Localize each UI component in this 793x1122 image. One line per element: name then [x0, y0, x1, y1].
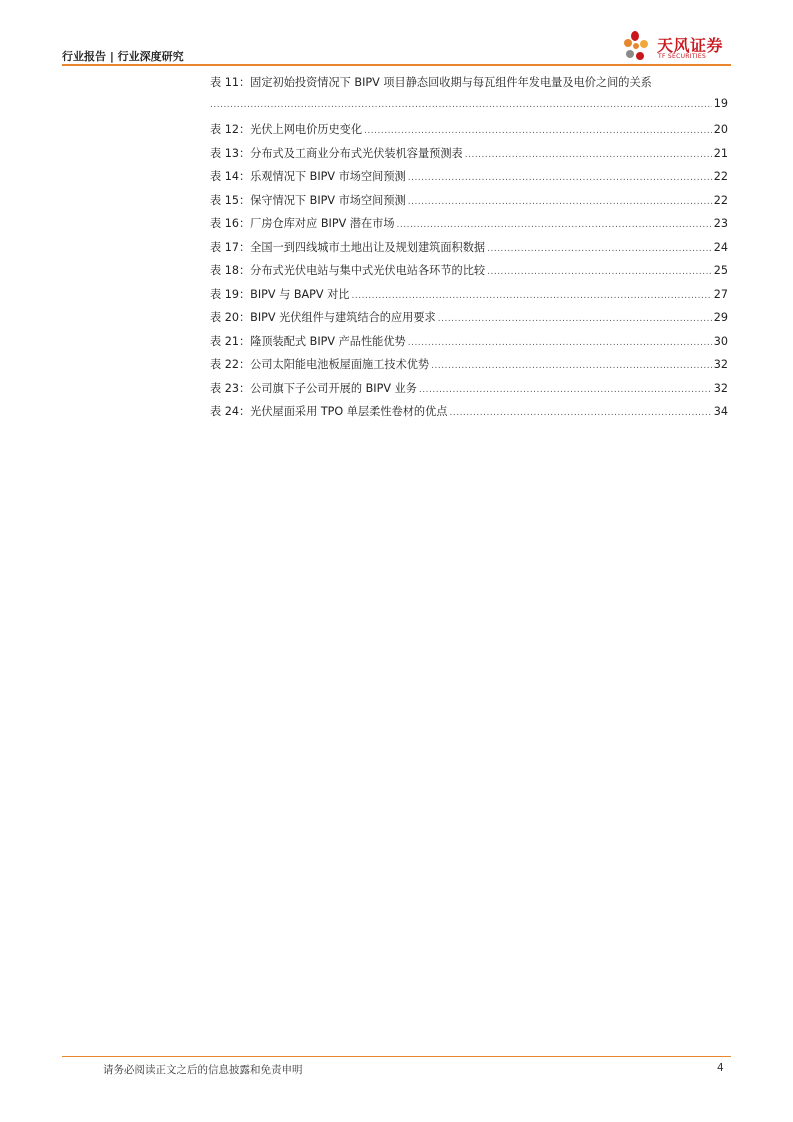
toc-item[interactable] [210, 262, 728, 286]
toc-item[interactable] [210, 239, 728, 263]
toc-item-page: 21 [713, 146, 728, 160]
toc-item-text: 表 23：公司旗下子公司开展的 BIPV 业务 [210, 381, 417, 395]
toc-leader-dots [449, 408, 711, 418]
toc-list [210, 121, 728, 427]
toc-item[interactable] [210, 380, 728, 404]
toc-item-page: 22 [713, 193, 728, 207]
toc-item-text: 表 20：BIPV 光伏组件与建筑结合的应用要求 [210, 311, 436, 324]
toc-leader-dots [465, 150, 712, 160]
toc-item-text: 表 15：保守情况下 BIPV 市场空间预测 [210, 193, 406, 207]
toc-item-page: 27 [713, 287, 728, 301]
report-category: 行业报告 | 行业深度研究 [62, 50, 184, 63]
toc-item[interactable] [210, 403, 728, 427]
toc-leader-dots [364, 126, 712, 136]
toc-item-text: 表 22：公司太阳能电池板屋面施工技术优势 [210, 358, 430, 371]
toc-item[interactable] [210, 121, 728, 145]
toc-item-page: 32 [713, 381, 728, 395]
header-divider [62, 64, 731, 66]
footer-divider [62, 1056, 731, 1057]
flower-logo-icon [622, 30, 656, 62]
toc-item-text: 表 24：光伏屋面采用 TPO 单层柔性卷材的优点 [210, 405, 448, 418]
toc-item[interactable] [210, 215, 728, 239]
toc-item-page: 29 [713, 311, 728, 324]
toc-item-page: 22 [713, 170, 728, 183]
toc-item-text: 表 18：分布式光伏电站与集中式光伏电站各环节的比较 [210, 264, 486, 277]
toc-item-text: 表 16：厂房仓库对应 BIPV 潜在市场 [210, 217, 395, 230]
toc-item-page: 19 [713, 97, 728, 110]
toc-leader-dots [419, 385, 712, 395]
toc-item-page: 23 [713, 217, 728, 230]
toc-item-text: 表 19：BIPV 与 BAPV 对比 [210, 287, 350, 301]
logo-english-text: TF SECURITIES [658, 53, 707, 60]
toc-item[interactable] [210, 333, 728, 357]
toc-item[interactable] [210, 74, 728, 121]
footer-disclaimer: 请务必阅读正文之后的信息披露和免责申明 [103, 1064, 303, 1076]
tf-securities-logo [622, 30, 732, 62]
toc-leader-dots [210, 100, 712, 110]
toc-leader-dots [352, 291, 712, 301]
toc-item-text: 表 21：隆顶装配式 BIPV 产品性能优势 [210, 334, 406, 348]
toc-leader-dots [487, 267, 712, 277]
toc-item-text: 表 17：全国一到四线城市土地出让及规划建筑面积数据 [210, 240, 486, 254]
toc-item-text: 表 13：分布式及工商业分布式光伏装机容量预测表 [210, 146, 463, 160]
toc-item-page: 34 [713, 405, 728, 418]
toc-item[interactable] [210, 192, 728, 216]
toc-leader-dots [408, 197, 712, 207]
toc-item-page: 20 [713, 123, 728, 136]
toc-item-text: 表 14：乐观情况下 BIPV 市场空间预测 [210, 170, 406, 183]
toc-item[interactable] [210, 286, 728, 310]
toc-leader-dots [438, 314, 712, 324]
toc-item-page: 24 [713, 240, 728, 254]
toc-item[interactable] [210, 309, 728, 333]
toc-leader-dots [431, 361, 712, 371]
toc-leader-dots [397, 220, 712, 230]
toc-item-text: 表 12：光伏上网电价历史变化 [210, 123, 363, 136]
toc-leader-dots [487, 244, 712, 254]
toc-item-page: 32 [713, 358, 728, 371]
toc-item-page: 30 [713, 334, 728, 348]
table-of-contents [210, 74, 728, 427]
toc-item[interactable] [210, 145, 728, 169]
toc-item[interactable] [210, 168, 728, 192]
page-number: 4 [717, 1062, 724, 1074]
logo-chinese-text: 天风证券 [657, 36, 724, 55]
toc-leader-dots [408, 173, 712, 183]
toc-leader-dots [408, 338, 712, 348]
page-header [62, 30, 731, 64]
toc-item[interactable] [210, 356, 728, 380]
toc-item-page: 25 [713, 264, 728, 277]
toc-item-text: 表 11：固定初始投资情况下 BIPV 项目静态回收期与每瓦组件年发电量及电价之间的关系 [210, 76, 652, 89]
